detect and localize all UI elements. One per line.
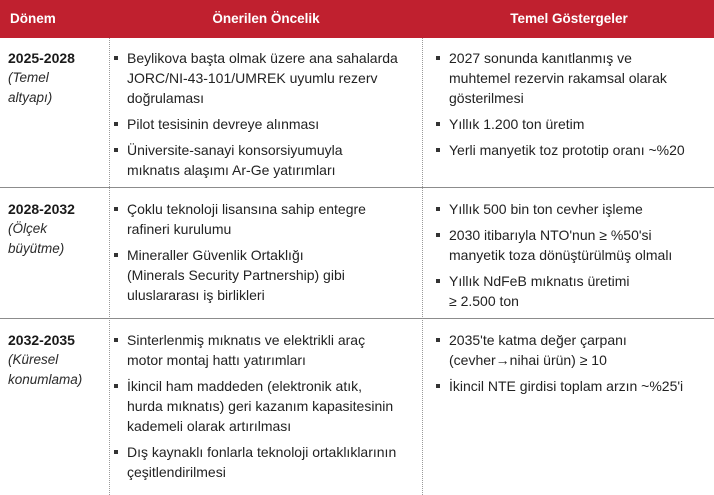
period-subtitle: (Küresel bbox=[8, 352, 59, 367]
priority-item: İkincil ham maddeden (elektronik atık, hurda mıknatıs) geri kazanım kapasitesinin kademeli olarak artırılması bbox=[113, 376, 419, 436]
indicator-item: 2027 sonunda kanıtlanmış ve muhtemel rezervin rakamsal olarak gösterilmesi bbox=[435, 48, 710, 108]
priority-item: Mineraller Güvenlik Ortaklığı (Minerals Security Partnership) gibi uluslararası iş birlikleri bbox=[113, 245, 419, 305]
period-subtitle: büyütme) bbox=[8, 241, 65, 256]
bullet-icon bbox=[436, 338, 440, 342]
row-divider bbox=[0, 187, 714, 188]
period-years: 2025-2028 bbox=[8, 50, 75, 66]
bullet-icon bbox=[436, 207, 440, 211]
table-header bbox=[0, 0, 714, 38]
period-subtitle: altyapı) bbox=[8, 90, 53, 105]
period-cell bbox=[8, 199, 104, 259]
bullet-icon bbox=[436, 384, 440, 388]
bullet-icon bbox=[114, 207, 118, 211]
table-row bbox=[0, 320, 714, 495]
period-subtitle: (Ölçek bbox=[8, 221, 48, 236]
table-row bbox=[0, 38, 714, 187]
priority-item: Pilot tesisinin devreye alınması bbox=[113, 114, 419, 134]
period-subtitle: (Temel bbox=[8, 70, 49, 85]
bullet-icon bbox=[436, 148, 440, 152]
period-cell bbox=[8, 330, 104, 390]
period-years: 2032-2035 bbox=[8, 332, 75, 348]
indicator-list bbox=[435, 48, 710, 166]
header-indicators: Temel Göstergeler bbox=[510, 11, 628, 26]
indicator-list bbox=[435, 330, 710, 402]
bullet-icon bbox=[114, 338, 118, 342]
priority-item: Sinterlenmiş mıknatıs ve elektrikli araç motor montaj hattı yatırımları bbox=[113, 330, 419, 370]
priority-item: Çoklu teknoloji lisansına sahip entegre rafineri kurulumu bbox=[113, 199, 419, 239]
indicator-item: 2035'te katma değer çarpanı (cevher→nihai ürün) ≥ 10 bbox=[435, 330, 710, 370]
bullet-icon bbox=[436, 279, 440, 283]
indicator-item: Yerli manyetik toz prototip oranı ~%20 bbox=[435, 140, 710, 160]
bullet-icon bbox=[114, 122, 118, 126]
header-priority: Önerilen Öncelik bbox=[212, 11, 320, 26]
indicator-item: 2030 itibarıyla NTO'nun ≥ %50'si manyetik toza dönüştürülmüş olmalı bbox=[435, 225, 710, 265]
indicator-item: Yıllık 1.200 ton üretim bbox=[435, 114, 710, 134]
indicator-list bbox=[435, 199, 710, 317]
table-row bbox=[0, 189, 714, 318]
priority-list bbox=[113, 48, 419, 186]
indicator-item: Yıllık NdFeB mıknatıs üretimi ≥ 2.500 ton bbox=[435, 271, 710, 311]
bullet-icon bbox=[114, 253, 118, 257]
bullet-icon bbox=[114, 384, 118, 388]
bullet-icon bbox=[114, 148, 118, 152]
priority-list bbox=[113, 199, 419, 311]
period-cell bbox=[8, 48, 104, 108]
bullet-icon bbox=[114, 450, 118, 454]
priority-item: Üniversite-sanayi konsorsiyumuyla mıknatıs alaşımı Ar-Ge yatırımları bbox=[113, 140, 419, 180]
row-divider bbox=[0, 318, 714, 319]
priority-item: Beylikova başta olmak üzere ana sahalarda JORC/NI-43-101/UMREK uyumlu rezerv doğrulaması bbox=[113, 48, 419, 108]
bullet-icon bbox=[114, 56, 118, 60]
priority-list bbox=[113, 330, 419, 488]
indicator-item: İkincil NTE girdisi toplam arzın ~%25'i bbox=[435, 376, 710, 396]
priority-item: Dış kaynaklı fonlarla teknoloji ortaklıklarının çeşitlendirilmesi bbox=[113, 442, 419, 482]
period-years: 2028-2032 bbox=[8, 201, 75, 217]
indicator-item: Yıllık 500 bin ton cevher işleme bbox=[435, 199, 710, 219]
bullet-icon bbox=[436, 56, 440, 60]
header-period: Dönem bbox=[10, 11, 56, 26]
bullet-icon bbox=[436, 233, 440, 237]
period-subtitle: konumlama) bbox=[8, 372, 83, 387]
bullet-icon bbox=[436, 122, 440, 126]
